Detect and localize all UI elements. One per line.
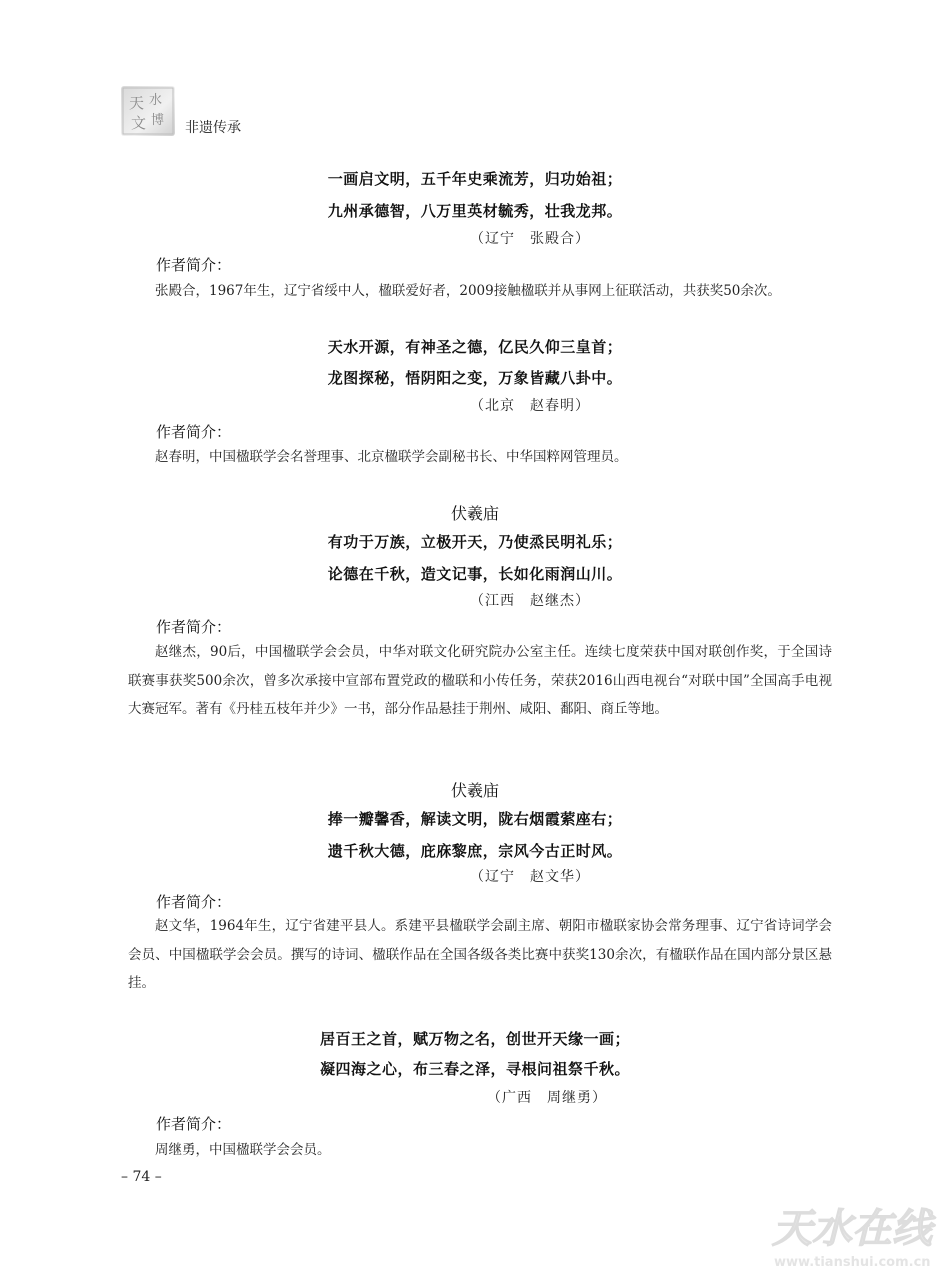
svg-text:天水在线: 天水在线 xyxy=(772,1206,932,1252)
page-number: – 74 – xyxy=(121,1169,162,1185)
bio-label: 作者简介： xyxy=(156,618,232,636)
couplet-line-upper: 一画启文明，五千年史乘流芳，归功始祖； xyxy=(327,170,623,188)
couplet-line-upper: 居百王之首，赋万物之名，创世开天缘一画； xyxy=(319,1030,630,1048)
bio-text: 赵文华，1964年生，辽宁省建平县人。系建平县楹联学会副主席、朝阳市楹联家协会常务理事、辽宁省诗词学会会员、中国楹联学会会员。撰写的诗词、楹联作品在全国各级各类比赛中获奖130余次，有楹联作品在国内部分景区悬挂。 xyxy=(128,918,832,991)
couplet-line-upper: 天水开源，有神圣之德，亿民久仰三皇首； xyxy=(327,338,623,356)
bio-label: 作者简介： xyxy=(156,423,232,441)
header-logo xyxy=(121,86,175,136)
couplet-author: （江西 赵继杰） xyxy=(470,593,590,609)
couplet-title: 伏羲庙 xyxy=(450,504,499,523)
bio-label: 作者简介： xyxy=(156,256,232,274)
svg-text:文: 文 xyxy=(131,114,147,132)
watermark xyxy=(768,1190,940,1272)
couplet-line-lower: 遗千秋大德，庇庥黎庶，宗风今古正时风。 xyxy=(327,842,623,860)
bio-text: 周继勇，中国楹联学会会员。 xyxy=(155,1142,331,1158)
couplet-line-lower: 龙图探秘，悟阴阳之变，万象皆藏八卦中。 xyxy=(327,369,623,387)
couplet-line-lower: 论德在千秋，造文记事，长如化雨润山川。 xyxy=(327,565,623,583)
couplet-author: （广西 周继勇） xyxy=(487,1090,607,1106)
watermark-logo-icon xyxy=(768,1190,940,1272)
couplet-line-lower: 凝四海之心，布三春之泽，寻根问祖祭千秋。 xyxy=(319,1060,630,1078)
couplet-line-upper: 有功于万族，立极开天，乃使烝民明礼乐； xyxy=(327,533,623,551)
couplet-line-upper: 捧一瓣馨香，解读文明，陇右烟霞萦座右； xyxy=(327,810,623,828)
bio-text: 赵春明，中国楹联学会名誉理事、北京楹联学会副秘书长、中华国粹网管理员。 xyxy=(155,449,628,465)
couplet-author: （北京 赵春明） xyxy=(470,398,590,414)
svg-text:博: 博 xyxy=(151,113,165,128)
couplet-author: （辽宁 赵文华） xyxy=(470,869,590,885)
bio-label: 作者简介： xyxy=(156,1115,232,1133)
couplet-line-lower: 九州承德智，八万里英材毓秀，壮我龙邦。 xyxy=(327,202,623,220)
bio-text: 赵继杰，90后，中国楹联学会会员，中华对联文化研究院办公室主任。连续七度荣获中国对联创作奖，于全国诗联赛事获奖500余次，曾多次承接中宣部布置党政的楹联和小传任务，荣获2016山西电视台“对联中国”全国高手电视大赛冠军。著有《丹桂五枝年并少》一书，部分作品悬挂于荆州、咸阳、鄱阳、商丘等地。 xyxy=(128,644,832,717)
bio-label: 作者简介： xyxy=(156,893,232,911)
couplet-author: （辽宁 张殿合） xyxy=(470,231,590,247)
seal-logo-icon xyxy=(121,86,175,136)
svg-text:天: 天 xyxy=(129,94,145,112)
svg-text:水: 水 xyxy=(149,93,163,108)
couplet-title: 伏羲庙 xyxy=(450,781,499,800)
section-title: 非遗传承 xyxy=(185,120,241,136)
svg-text:www.tianshui.com.cn: www.tianshui.com.cn xyxy=(774,1255,931,1270)
bio-text: 张殿合，1967年生，辽宁省绥中人，楹联爱好者，2009接触楹联并从事网上征联活动，共获奖50余次。 xyxy=(155,283,781,299)
